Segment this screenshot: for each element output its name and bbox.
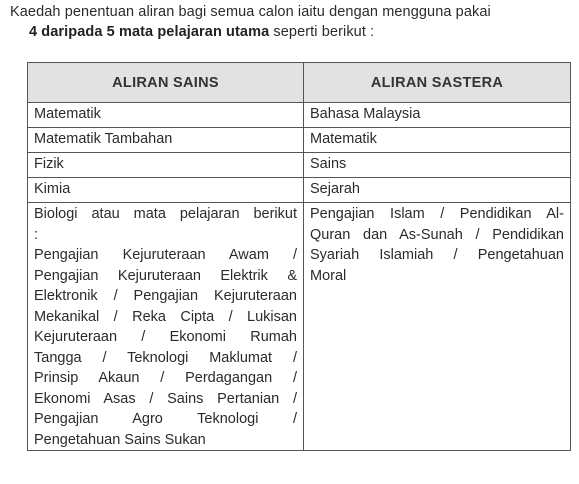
table-cell: Kimia (28, 178, 304, 203)
table-cell: Bahasa Malaysia (304, 103, 571, 128)
table-cell: Matematik (28, 103, 304, 128)
cell-line: Elektronik / Pengajian Kejuruteraan (34, 288, 297, 304)
table-header-row (28, 63, 571, 103)
cell-line: Pengetahuan Sains Sukan (34, 431, 206, 448)
intro-prefix: Kaedah penentuan aliran bagi semua calon iaitu dengan mengguna pakai (10, 4, 491, 20)
table-cell: Matematik (304, 128, 571, 153)
cell-line: Pengajian Islam / Pendidikan Al- (310, 206, 564, 222)
stream-table (27, 62, 571, 451)
cell-line: Tangga / Teknologi Maklumat / (34, 349, 297, 366)
table-row (28, 153, 571, 178)
table-row (28, 203, 571, 451)
table-row (28, 128, 571, 153)
table-cell: Matematik Tambahan (28, 128, 304, 153)
table-cell: Fizik (28, 153, 304, 178)
cell-line: Pengajian Agro Teknologi / (34, 411, 297, 427)
header-aliran-sastera: ALIRAN SASTERA (304, 63, 571, 103)
intro-suffix: seperti berikut : (273, 24, 375, 40)
sastera-elective-cell (304, 203, 571, 451)
cell-line: Pengajian Kejuruteraan Elektrik & (34, 267, 297, 284)
cell-line: Syariah Islamiah / Pengetahuan (310, 247, 564, 263)
table-cell: Sains (304, 153, 571, 178)
cell-line: Ekonomi Asas / Sains Pertanian / (34, 390, 297, 407)
cell-line: Biologi atau mata pelajaran berikut (34, 206, 297, 222)
table-cell: Sejarah (304, 178, 571, 203)
cell-line: Pengajian Kejuruteraan Awam / (34, 247, 297, 263)
intro-bold: 4 daripada 5 mata pelajaran utama (29, 24, 270, 40)
cell-line: Moral (310, 267, 347, 284)
cell-line: Quran dan As-Sunah / Pendidikan (310, 226, 564, 243)
cell-line: : (34, 226, 39, 243)
table-row (28, 103, 571, 128)
intro-paragraph (10, 2, 570, 42)
cell-line: Mekanikal / Reka Cipta / Lukisan (34, 308, 297, 325)
intro-line-1 (10, 2, 570, 22)
cell-line: Prinsip Akaun / Perdagangan / (34, 370, 297, 386)
sains-elective-cell (28, 203, 304, 451)
cell-line: Kejuruteraan / Ekonomi Rumah (34, 329, 297, 345)
intro-line-2 (10, 22, 570, 42)
table-row (28, 178, 571, 203)
header-aliran-sains: ALIRAN SAINS (28, 63, 304, 103)
